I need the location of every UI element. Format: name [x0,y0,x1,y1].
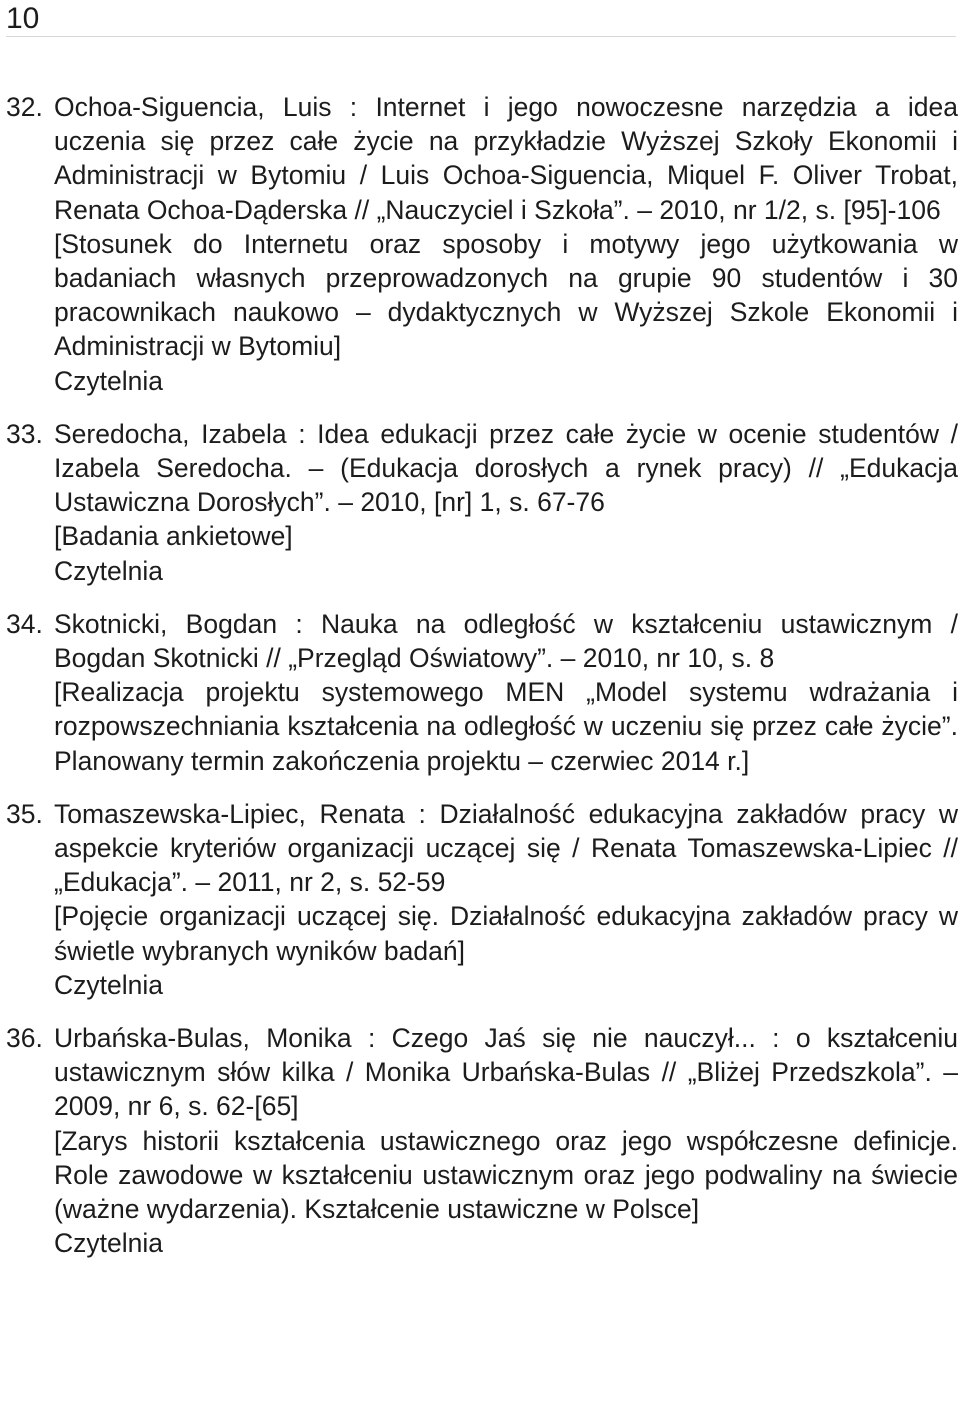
entry-annotation: [Pojęcie organizacji uczącej się. Działalność edukacyjna zakładów pracy w świetle wybranych wyników badań] [54,901,958,966]
entry-location: Czytelnia [54,365,163,396]
bibliography-list [0,90,958,1280]
entry-annotation: [Zarys historii kształcenia ustawicznego oraz jego współczesne definicje. Role zawodowe w kształceniu ustawicznym oraz jego podwaliny na świecie (ważne wydarzenia). Kształcenie ustawiczne w Polsce] [54,1125,958,1225]
entry-location: Czytelnia [54,969,163,1000]
entry-annotation: [Realizacja projektu systemowego MEN „Model systemu wdrażania i rozpowszechniania kształcenia na odległość w uczeniu się przez całe życie”. Planowany termin zakończenia projektu – czerwiec 2014 r.] [54,677,958,776]
entry-citation: Ochoa-Siguencia, Luis : Internet i jego nowoczesne narzędzia a idea uczenia się przez całe życie na przykładzie Wyższej Szkoły Ekonomii i Administracji w Bytomiu / Luis Ochoa-Siguencia, Miquel F. Oliver Trobat, Renata Ochoa-Dąderska // „Nauczyciel i Szkoła”. – 2010, nr 1/2, s. [95]-106 [54,92,958,225]
entry-number: 32. [6,92,43,122]
entry-number: 35. [6,798,43,829]
entry-number: 36. [6,1023,43,1054]
entry-citation: Urbańska-Bulas, Monika : Czego Jaś się nie nauczył... : o kształceniu ustawicznym słów kilka / Monika Urbańska-Bulas // „Bliżej Przedszkola”. – 2009, nr 6, s. 62-[65] [54,1023,958,1122]
bibliography-entry [0,90,958,398]
entry-citation: Tomaszewska-Lipiec, Renata : Działalność edukacyjna zakładów pracy w aspekcie kryteriów organizacji uczącej się / Renata Tomaszewska-Lipiec // „Edukacja”. – 2011, nr 2, s. 52-59 [54,798,958,898]
bibliography-entry [0,417,958,588]
entry-location: Czytelnia [54,1228,163,1259]
entry-annotation: [Badania ankietowe] [54,521,293,552]
bibliography-entry [0,1021,958,1260]
bibliography-entry [0,607,958,778]
entry-citation: Skotnicki, Bogdan : Nauka na odległość w kształceniu ustawicznym / Bogdan Skotnicki // „Przegląd Oświatowy”. – 2010, nr 10, s. 8 [54,608,958,674]
entry-annotation: [Stosunek do Internetu oraz sposoby i motywy jego użytkowania w badaniach własnych przeprowadzonych na grupie 90 studentów i 30 pracownikach naukowo – dydaktycznych w Wyższej Szkole Ekonomii i Administracji w Bytomiu] [54,228,958,362]
entry-citation: Seredocha, Izabela : Idea edukacji przez całe życie w ocenie studentów / Izabela Seredocha. – (Edukacja dorosłych a rynek pracy) // „Edukacja Ustawiczna Dorosłych”. – 2010, [nr] 1, s. 67-76 [54,418,958,518]
bibliography-entry [0,797,958,1002]
entry-number: 34. [6,608,43,639]
entry-location: Czytelnia [54,555,163,586]
entry-number: 33. [6,418,43,449]
page-number: 10 [6,2,956,37]
